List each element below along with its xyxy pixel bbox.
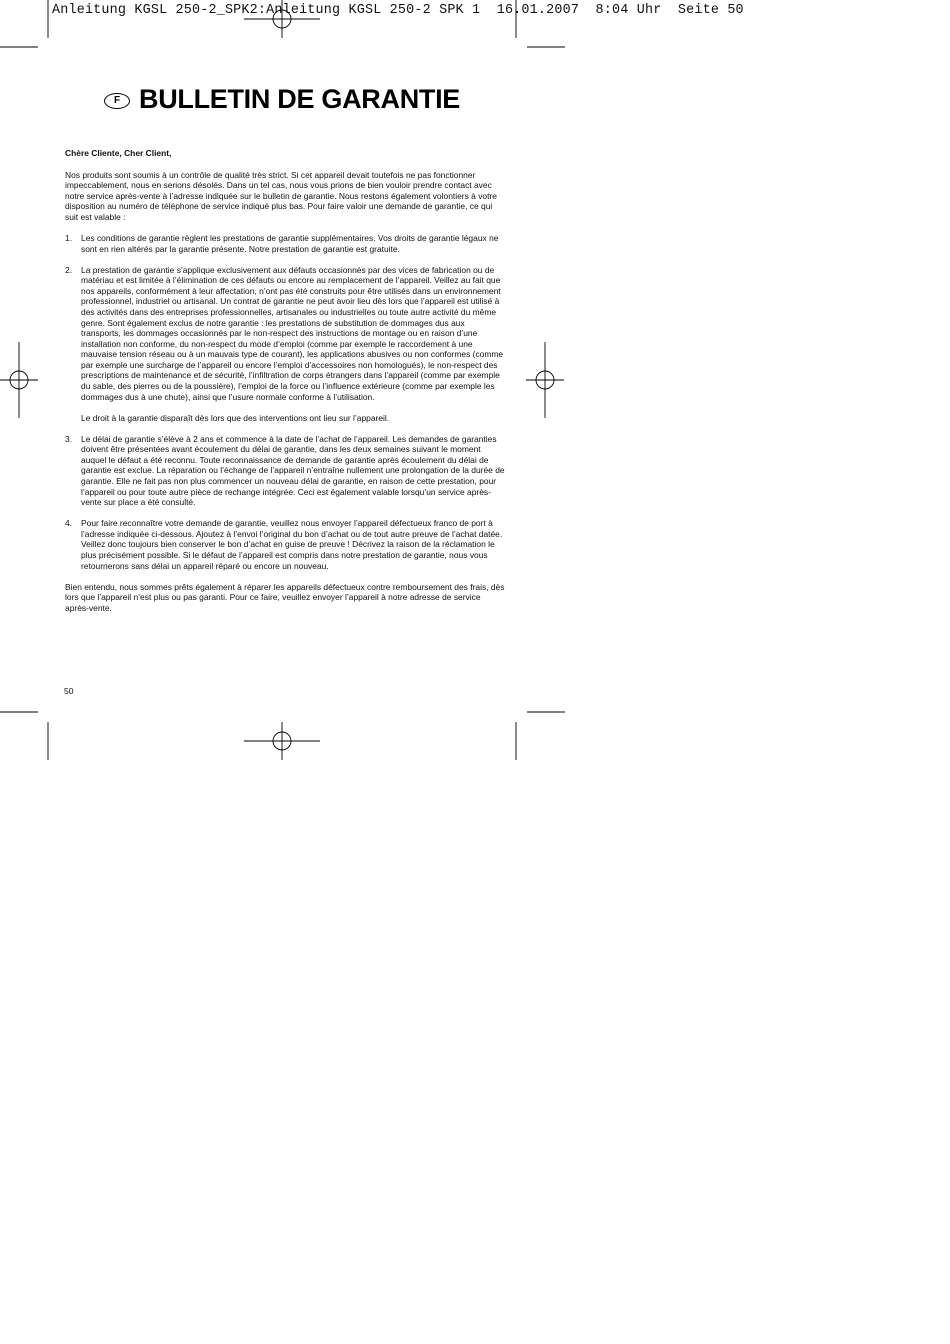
language-badge: F <box>104 93 130 109</box>
closing-paragraph: Bien entendu, nous sommes prêts également à réparer les appareils défectueux contre remboursement des frais, dès lors que l’appareil n’est plus ou pas garanti. Pour ce faire, veuillez envoyer l’appareil à notre adresse de service après-vente. <box>65 581 505 613</box>
title-block <box>104 84 460 115</box>
list-item <box>65 434 505 508</box>
list-item <box>65 265 505 424</box>
page-number: 50 <box>64 686 74 696</box>
list-item-number: 3. <box>65 433 73 444</box>
registration-mark-bottom <box>244 722 320 760</box>
list-item-body <box>81 434 505 508</box>
list-item-note: Le droit à la garantie disparaît dès lors que des interventions ont lieu sur l’appareil. <box>81 412 390 423</box>
list-item-text: Le délai de garantie s’élève à 2 ans et commence à la date de l’achat de l’appareil. Les demandes de garanties doivent être présentées avant écoulement du délai de garantie, dans les deux semaines suivant le moment auquel le défaut a été reconnu. Toute reconnaissance de demande de garantie après écoulement du délai de garantie est exclue. La réparation ou l’échange de l’appareil n’entraîne nullement une prolongation de la durée de garantie. Elle ne fait pas non plus commencer un nouveau délai de garantie, en raison de cette prestation, pour l’appareil ou pour toute autre pièce de rechange intégrée. Ceci est également valable lorsqu’un service après-vente sur place a été consulté. <box>81 433 505 508</box>
list-item <box>65 233 505 254</box>
intro-paragraph: Nos produits sont soumis à un contrôle de qualité très strict. Si cet appareil devait toutefois ne pas fonctionner impeccablement, nous en serions désolés. Dans un tel cas, nous vous prions de bien vouloir prendre contact avec notre service après-vente à l’adresse indiquée sur le bulletin de garantie. Nous restons également volontiers à votre disposition au numéro de téléphone de service indiqué plus bas. Pour faire valoir une demande de garantie, ce qui suit est valable : <box>65 169 497 222</box>
list-item-body <box>81 265 505 424</box>
list-item-number: 2. <box>65 264 73 275</box>
list-item-body <box>81 233 505 254</box>
print-slug-line: Anleitung KGSL 250-2_SPK2:Anleitung KGSL 250-2 SPK 1 16.01.2007 8:04 Uhr Seite 50 <box>52 3 744 18</box>
warranty-text <box>65 148 505 624</box>
list-item-text: Pour faire reconnaître votre demande de garantie, veuillez nous envoyer l’appareil défectueux franco de port à l’adresse indiquée ci-dessous. Ajoutez à l’envoi l’original du bon d’achat ou de tout autre preuve de l’achat datée. Veillez donc toujours bien conserver le bon d’achat en guise de preuve ! Décrivez la raison de la réclamation le plus précisément possible. Si le défaut de l’appareil est compris dans notre prestation de garantie, nous vous retournerons sans délai un appareil réparé ou encore un nouveau. <box>81 518 503 571</box>
list-item <box>65 518 505 571</box>
registration-mark-left <box>0 342 38 418</box>
list-item-text: La prestation de garantie s’applique exclusivement aux défauts occasionnés par des vices de fabrication ou de matériau et est limitée à l’élimination de ces défauts ou encore au remplacement de l’appareil. Veillez au fait que nos appareils, conformément à leur affectation, n’ont pas été construits pour être utilisés dans un environnement professionnel, industriel ou artisanal. Un contrat de garantie ne peut avoir lieu dès lors que l’appareil est utilisé à des activités dans des entreprises professionnelles, artisanales ou industrielles ou toute autre activité du même genre. Sont également exclus de notre garantie : les prestations de substitution de dommages dus aux transports, les dommages occasionnés par le non-respect des instructions de montage ou en raison d’une installation non conforme, du non-respect du mode d’emploi (comme par exemple le raccordement à une mauvaise tension réseau ou à un mauvais type de courant), les applications abusives ou non conformes (comme par exemple une surcharge de l’appareil ou encore l’emploi d’accessoires non homologués), le non-respect des prescriptions de maintenance et de sécurité, l’infiltration de corps étrangers dans l’appareil (comme par exemple du sable, des pierres ou de la poussière), l’emploi de la force ou l’influence extérieure (comme par exemple les dommages dus à une chute), ainsi que l’usure normale conforme à l’utilisation. <box>81 264 504 402</box>
list-item-number: 1. <box>65 232 73 243</box>
greeting: Chère Cliente, Cher Client, <box>65 148 172 158</box>
registration-mark-right <box>526 342 564 418</box>
list-item-number: 4. <box>65 518 73 529</box>
registration-mark-top <box>244 0 320 38</box>
page-title: BULLETIN DE GARANTIE <box>139 84 460 114</box>
list-item-text: Les conditions de garantie règlent les prestations de garantie supplémentaires. Vos droits de garantie légaux ne sont en rien altérés par la garantie présente. Notre prestation de garantie est gratuite. <box>81 232 499 254</box>
list-item-body <box>81 518 505 571</box>
